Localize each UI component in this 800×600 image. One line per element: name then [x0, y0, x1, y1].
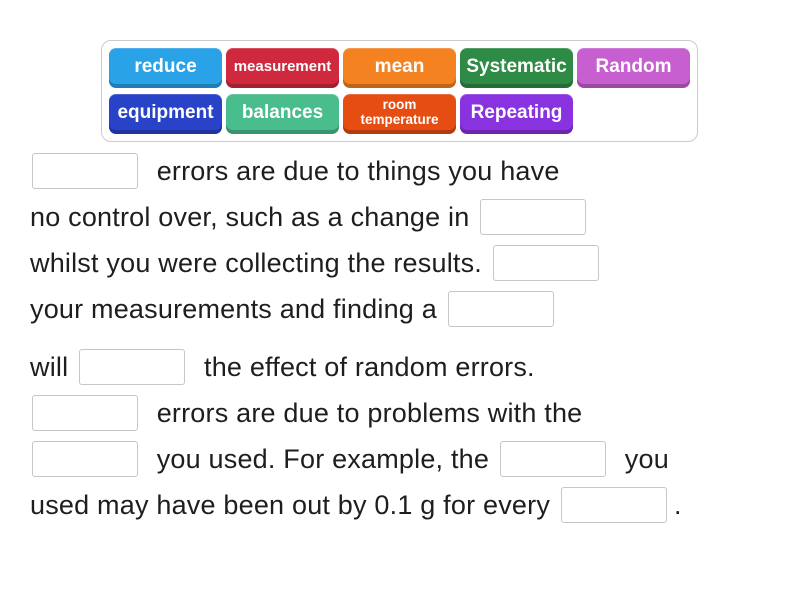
- cloze-paragraph: [30, 148, 780, 332]
- cloze-paragraph: [30, 344, 780, 528]
- cloze-text-segment: errors are due to things you have: [156, 156, 560, 186]
- blank-slot[interactable]: [561, 487, 667, 523]
- word-chip-repeating[interactable]: [460, 94, 573, 134]
- word-chip-room-temperature[interactable]: [343, 94, 456, 134]
- word-chip-mean[interactable]: [343, 48, 456, 88]
- cloze-text-segment: will: [30, 352, 69, 382]
- blank-slot[interactable]: [480, 199, 586, 235]
- word-chip-random[interactable]: [577, 48, 690, 88]
- blank-slot[interactable]: [448, 291, 554, 327]
- blank-slot[interactable]: [500, 441, 606, 477]
- word-chip-label: mean: [374, 55, 425, 77]
- cloze-text-segment: you: [624, 444, 669, 474]
- cloze-line: [30, 148, 780, 194]
- cloze-text-segment: the effect of random errors.: [204, 352, 535, 382]
- cloze-text-segment: no control over, such as a change in: [30, 202, 470, 232]
- word-chip-label: room temperature: [360, 97, 439, 127]
- blank-slot[interactable]: [32, 441, 138, 477]
- blank-slot[interactable]: [32, 153, 138, 189]
- word-chip-equipment[interactable]: [109, 94, 222, 134]
- cloze-text-segment: used may have been out by 0.1 g for every: [30, 490, 551, 520]
- blank-slot[interactable]: [493, 245, 599, 281]
- word-chip-label: balances: [241, 101, 324, 123]
- cloze-text-segment: errors are due to problems with the: [156, 398, 583, 428]
- cloze-text: [30, 148, 780, 528]
- word-chip-label: equipment: [117, 101, 214, 123]
- word-chip-measurement[interactable]: [226, 48, 339, 88]
- cloze-line: [30, 240, 780, 286]
- word-chip-reduce[interactable]: [109, 48, 222, 88]
- word-chip-balances[interactable]: [226, 94, 339, 134]
- cloze-text-segment: .: [674, 490, 682, 520]
- word-chip-label: measurement: [233, 57, 332, 75]
- word-bank: [101, 40, 698, 142]
- cloze-line: [30, 344, 780, 390]
- word-chip-label: Systematic: [466, 55, 567, 77]
- word-chip-label: Random: [595, 55, 672, 77]
- cloze-line: [30, 194, 780, 240]
- cloze-line: [30, 482, 780, 528]
- blank-slot[interactable]: [79, 349, 185, 385]
- cloze-text-segment: you used. For example, the: [156, 444, 490, 474]
- word-chip-systematic[interactable]: [460, 48, 573, 88]
- blank-slot[interactable]: [32, 395, 138, 431]
- cloze-line: [30, 436, 780, 482]
- cloze-line: [30, 286, 780, 332]
- cloze-line: [30, 390, 780, 436]
- word-chip-label: Repeating: [470, 101, 563, 123]
- cloze-text-segment: whilst you were collecting the results.: [30, 248, 482, 278]
- cloze-text-segment: your measurements and finding a: [30, 294, 437, 324]
- word-chip-label: reduce: [134, 55, 197, 77]
